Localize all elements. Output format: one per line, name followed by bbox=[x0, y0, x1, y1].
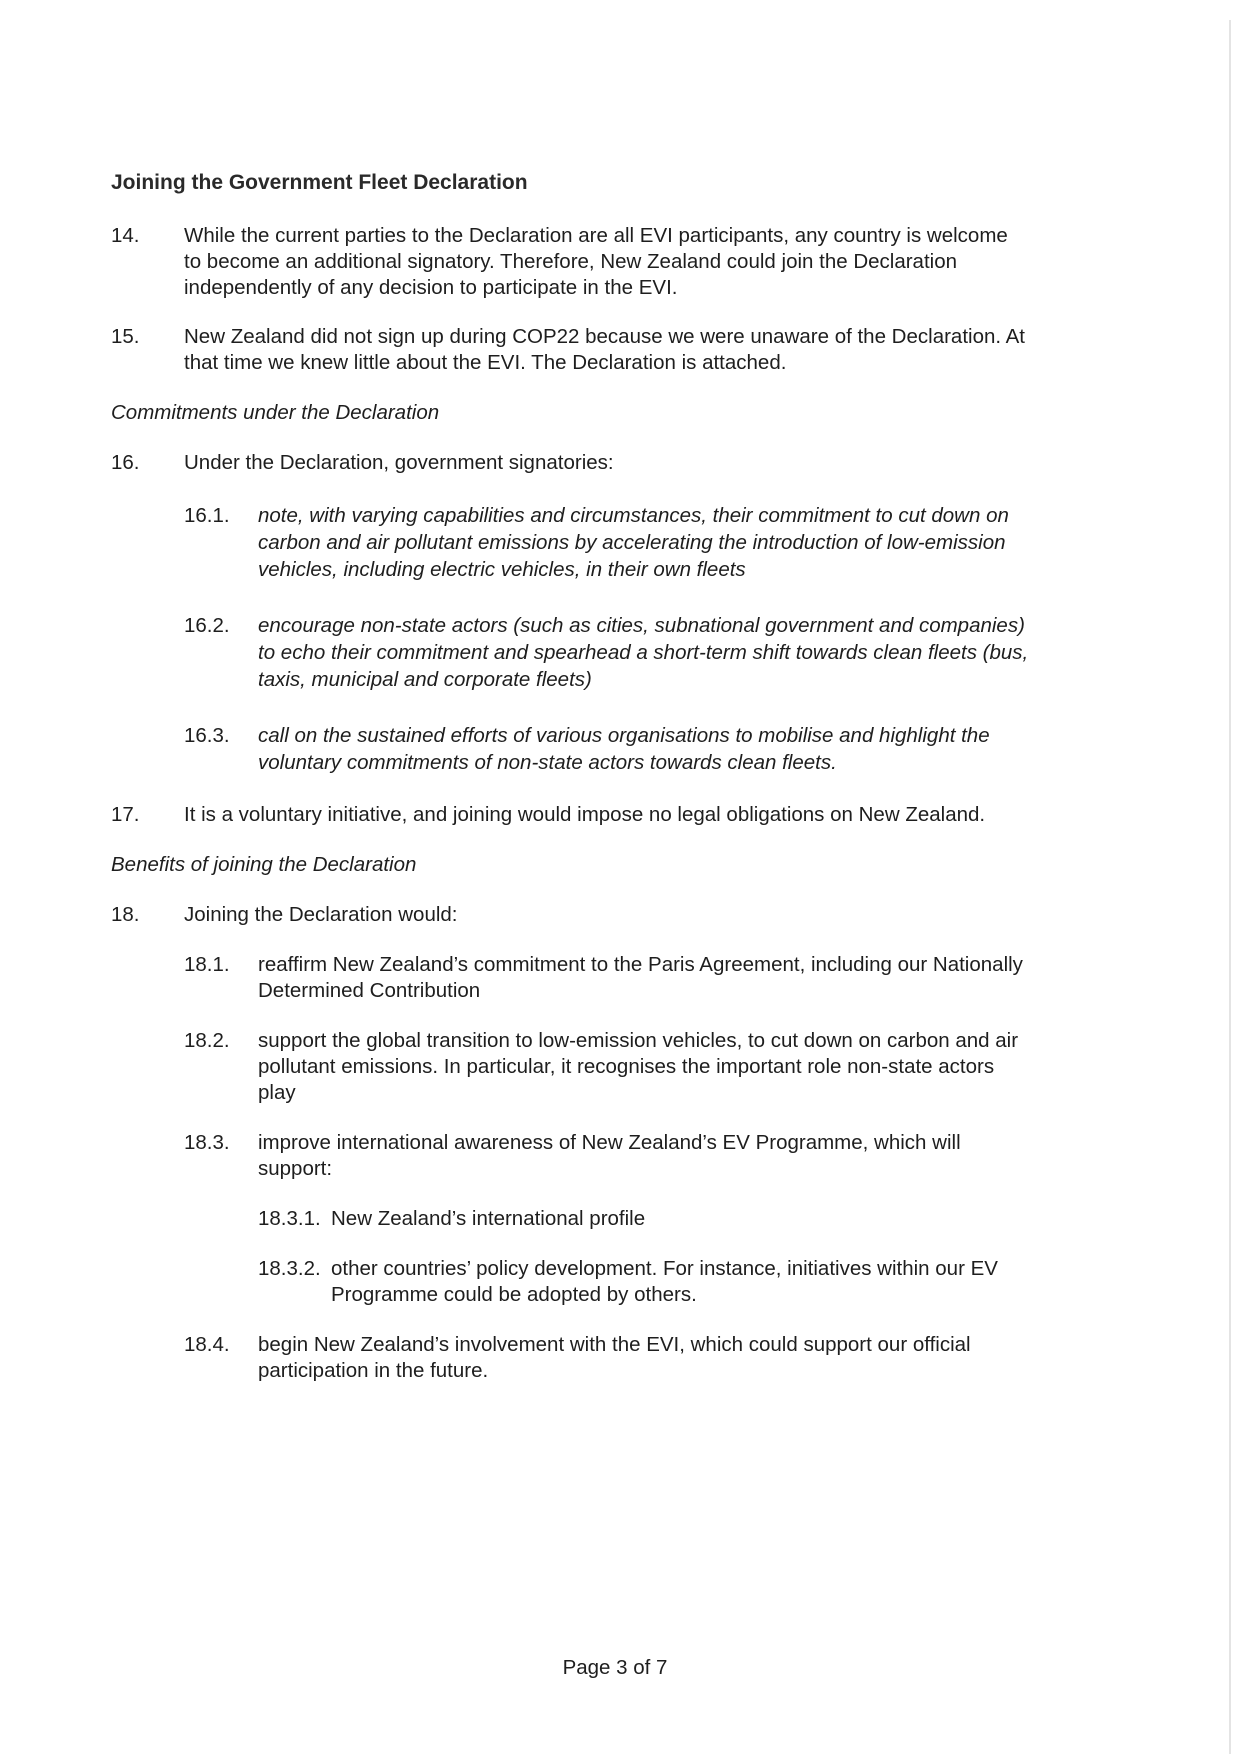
paragraph-line: that time we knew little about the EVI. The Declaration is attached. bbox=[184, 351, 787, 374]
subparagraph-number: 18.3.1. bbox=[258, 1207, 321, 1230]
subparagraph-line: play bbox=[258, 1081, 296, 1104]
subparagraph-line: call on the sustained efforts of various organisations to mobilise and highlight the bbox=[258, 724, 990, 747]
subparagraph-number: 18.3.2. bbox=[258, 1257, 321, 1280]
subparagraph-line: other countries’ policy development. For instance, initiatives within our EV bbox=[331, 1257, 998, 1280]
subparagraph-number: 16.2. bbox=[184, 614, 230, 637]
subparagraph-line: Programme could be adopted by others. bbox=[331, 1283, 697, 1306]
subparagraph-line: New Zealand’s international profile bbox=[331, 1207, 646, 1230]
subparagraph-line: participation in the future. bbox=[258, 1359, 489, 1382]
page-edge bbox=[1229, 20, 1231, 1754]
subparagraph-line: reaffirm New Zealand’s commitment to the Paris Agreement, including our Nationally bbox=[258, 953, 1023, 976]
page-footer: Page 3 of 7 bbox=[562, 1656, 668, 1679]
paragraph-number: 16. bbox=[111, 451, 140, 474]
paragraph-number: 14. bbox=[111, 224, 140, 247]
subparagraph-line: begin New Zealand’s involvement with the EVI, which could support our official bbox=[258, 1333, 971, 1356]
subparagraph-number: 18.2. bbox=[184, 1029, 230, 1052]
subparagraph-line: taxis, municipal and corporate fleets) bbox=[258, 668, 592, 691]
subparagraph-line: encourage non-state actors (such as cities, subnational government and companies) bbox=[258, 614, 1025, 637]
paragraph-number: 17. bbox=[111, 803, 140, 826]
subparagraph-line: Determined Contribution bbox=[258, 979, 481, 1002]
subparagraph-line: note, with varying capabilities and circumstances, their commitment to cut down on bbox=[258, 504, 1009, 527]
subparagraph-number: 18.4. bbox=[184, 1333, 230, 1356]
section-heading: Joining the Government Fleet Declaration bbox=[111, 171, 528, 194]
subparagraph-line: voluntary commitments of non-state actors towards clean fleets. bbox=[258, 751, 837, 774]
paragraph-line: New Zealand did not sign up during COP22 because we were unaware of the Declaration. At bbox=[184, 325, 1026, 348]
subparagraph-line: carbon and air pollutant emissions by accelerating the introduction of low-emission bbox=[258, 531, 1006, 554]
subparagraph-number: 18.1. bbox=[184, 953, 230, 976]
paragraph-line: independently of any decision to participate in the EVI. bbox=[184, 276, 678, 299]
paragraph-number: 15. bbox=[111, 325, 140, 348]
subparagraph-line: to echo their commitment and spearhead a short-term shift towards clean fleets (bus, bbox=[258, 641, 1029, 664]
subparagraph-line: support the global transition to low-emission vehicles, to cut down on carbon and air bbox=[258, 1029, 1019, 1052]
subparagraph-line: support: bbox=[258, 1157, 333, 1180]
subheading-benefits: Benefits of joining the Declaration bbox=[111, 853, 417, 876]
subparagraph-line: improve international awareness of New Zealand’s EV Programme, which will bbox=[258, 1131, 961, 1154]
paragraph-line: Joining the Declaration would: bbox=[184, 903, 458, 926]
subparagraph-line: pollutant emissions. In particular, it recognises the important role non-state actors bbox=[258, 1055, 995, 1078]
paragraph-line: While the current parties to the Declaration are all EVI participants, any country is welcome bbox=[184, 224, 1008, 247]
paragraph-line: Under the Declaration, government signatories: bbox=[184, 451, 614, 474]
subparagraph-number: 18.3. bbox=[184, 1131, 230, 1154]
paragraph-number: 18. bbox=[111, 903, 140, 926]
subparagraph-number: 16.1. bbox=[184, 504, 230, 527]
subheading-commitments: Commitments under the Declaration bbox=[111, 401, 440, 424]
paragraph-line: It is a voluntary initiative, and joining would impose no legal obligations on New Zealand. bbox=[184, 803, 986, 826]
subparagraph-number: 16.3. bbox=[184, 724, 230, 747]
paragraph-line: to become an additional signatory. Therefore, New Zealand could join the Declaration bbox=[184, 250, 958, 273]
subparagraph-line: vehicles, including electric vehicles, in their own fleets bbox=[258, 558, 746, 581]
